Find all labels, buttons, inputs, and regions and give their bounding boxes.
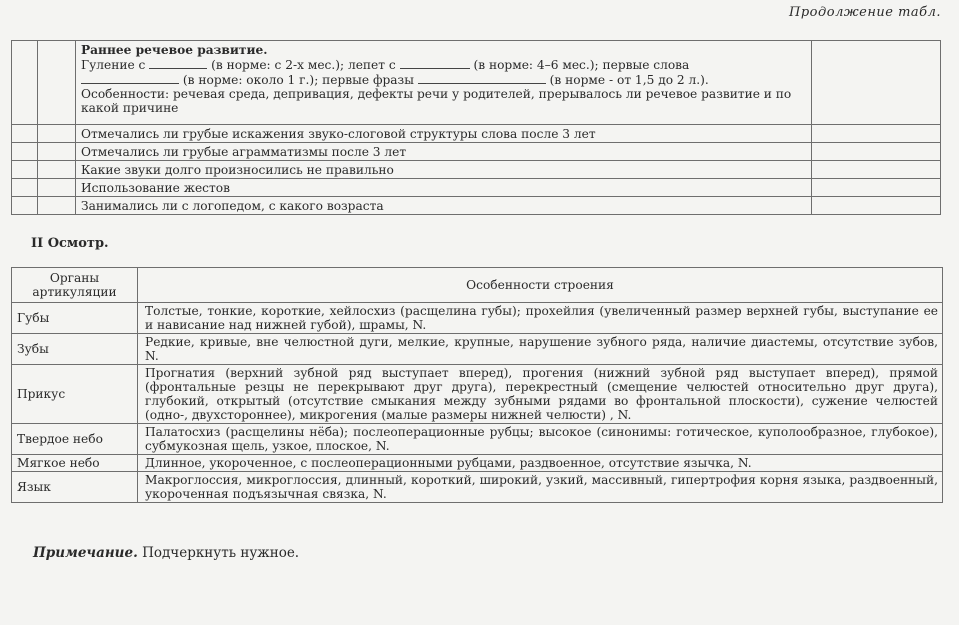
- header-organs: Органы артикуляции: [12, 268, 138, 303]
- table-row: [12, 424, 943, 455]
- continuation-label: Продолжение табл.: [789, 5, 941, 20]
- history-row-text: Какие звуки долго произносились не правильно: [76, 161, 812, 179]
- table-row: [12, 334, 943, 365]
- organ-description: Длинное, укороченное, с послеоперационными рубцами, раздвоенное, отсутствие язычка, N.: [138, 455, 943, 472]
- table-row: [12, 197, 941, 215]
- early-speech-title: Раннее речевое развитие.: [81, 43, 268, 57]
- table-row: [12, 455, 943, 472]
- organ-label: Губы: [12, 303, 138, 334]
- section-title: II Осмотр.: [31, 236, 109, 251]
- table-row: [12, 143, 941, 161]
- history-row-text: Отмечались ли грубые искажения звуко-слоговой структуры слова после 3 лет: [76, 125, 812, 143]
- note-text: Подчеркнуть нужное.: [142, 545, 300, 561]
- history-row-text: Использование жестов: [76, 179, 812, 197]
- table-row: [12, 365, 943, 424]
- cooing-age-blank[interactable]: [149, 57, 207, 69]
- table-row: [12, 472, 943, 503]
- organ-description: Палатосхиз (расщелины нёба); послеоперационные рубцы; высокое (синонимы: готическое, куполообразное, глубокое), субмукозная щель, узкое, плоское, N.: [138, 424, 943, 455]
- organ-description: Толстые, тонкие, короткие, хейлосхиз (расщелина губы); прохейлия (увеличенный размер верхней губы, выступание ее и нависание над нижней губой), шрамы, N.: [138, 303, 943, 334]
- table-row: [12, 303, 943, 334]
- table-header-row: [12, 268, 943, 303]
- early-speech-features: Особенности: речевая среда, депривация, дефекты речи у родителей, прерывалось ли речевое развитие и по какой причине: [81, 87, 792, 115]
- history-row-text: Отмечались ли грубые аграмматизмы после 3 лет: [76, 143, 812, 161]
- note-label: Примечание.: [33, 545, 138, 561]
- table-row: [12, 125, 941, 143]
- babble-age-blank[interactable]: [400, 57, 470, 69]
- table-row: [12, 41, 941, 125]
- early-speech-cell: Раннее речевое развитие. Гуление с (в норме: с 2-х мес.); лепет с (в норме: 4–6 мес.); первые слова (в норме: около 1 г.); первые фразы (в норме - от 1,5 до 2 л.). Особенности: речевая среда, депривация, дефекты речи у родителей, прерывалось ли речевое развитие и по какой причине: [76, 41, 812, 125]
- organ-label: Мягкое небо: [12, 455, 138, 472]
- note: [33, 545, 299, 561]
- first-words-blank[interactable]: [81, 72, 179, 84]
- organ-description: Прогнатия (верхний зубной ряд выступает вперед), прогения (нижний зубной ряд выступает вперед), прямой (фронтальные резцы не перекрывают друг друга), перекрестный (смещение челюстей относительно друг друга), глубокий, открытый (отсутствие смыкания между зубными рядами во фронтальной плоскости), сужение челюстей (одно-, двухстороннее), микрогения (малые размеры нижней челюсти) , N.: [138, 365, 943, 424]
- header-features: Особенности строения: [138, 268, 943, 303]
- organ-description: Редкие, кривые, вне челюстной дуги, мелкие, крупные, нарушение зубного ряда, наличие диастемы, отсутствие зубов, N.: [138, 334, 943, 365]
- history-row-text: Занимались ли с логопедом, с какого возраста: [76, 197, 812, 215]
- organ-label: Зубы: [12, 334, 138, 365]
- organ-label: Твердое небо: [12, 424, 138, 455]
- first-phrases-blank[interactable]: [418, 72, 546, 84]
- history-table: [11, 40, 941, 215]
- table-row: [12, 161, 941, 179]
- organ-label: Прикус: [12, 365, 138, 424]
- organ-label: Язык: [12, 472, 138, 503]
- exam-table: [11, 267, 943, 503]
- organ-description: Макроглоссия, микроглоссия, длинный, короткий, широкий, узкий, массивный, гипертрофия корня языка, раздвоенный, укороченная подъязычная связка, N.: [138, 472, 943, 503]
- table-row: [12, 179, 941, 197]
